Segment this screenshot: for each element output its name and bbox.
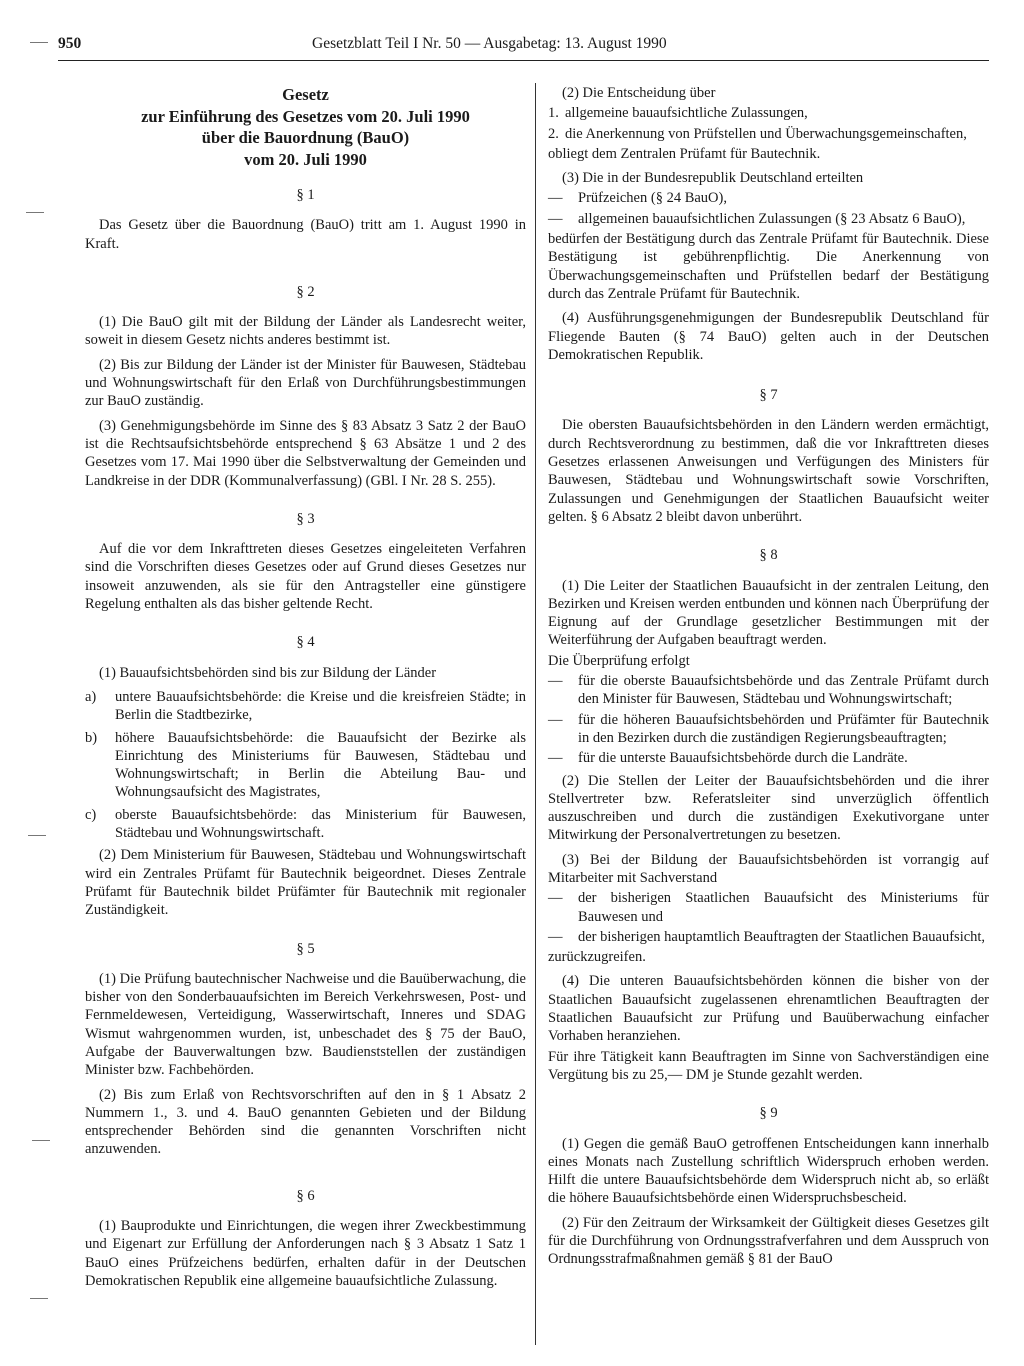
list-item bbox=[85, 688, 526, 725]
list-item bbox=[548, 104, 989, 122]
paragraph: Die obersten Bauaufsichtsbehörden in den Ländern werden ermächtigt, durch Rechtsverordnung zu bestimmen, daß die vor Inkrafttreten dieses Gesetzes erlassenen Anweisungen und Verfügungen des Ministers für Bauwesen, Städtebau und Wohnungswirtschaft sowie Vorschriften, Zulassungen und Genehmigungen der Staatlichen Bauaufsicht weiter gelten. § 6 Absatz 2 bleibt davon unberührt. bbox=[548, 417, 989, 525]
paragraph: (3) Bei der Bildung der Bauaufsichtsbehörden ist vorrangig auf Mitarbeiter mit Sachverstand bbox=[548, 851, 989, 886]
list-text: Prüfzeichen (§ 24 BauO), bbox=[578, 190, 727, 207]
list-item bbox=[548, 125, 989, 143]
margin-mark bbox=[28, 835, 46, 836]
section-heading: § 2 bbox=[296, 283, 315, 300]
title-line: zur Einführung des Gesetzes vom 20. Juli 1990 bbox=[141, 106, 470, 126]
list-label: b) bbox=[85, 729, 98, 746]
list-label: — bbox=[548, 890, 563, 907]
paragraph: (1) Gegen die gemäß BauO getroffenen Entscheidungen kann innerhalb eines Monats nach Zustellung schriftlich Widerspruch erhoben werden. Hilft die untere Bauaufsichtsbehörde dem Widerspruch nicht ab, so erläßt die höhere Bauaufsichtsbehörde einen Widerspruchsbescheid. bbox=[548, 1135, 989, 1207]
title-line: über die Bauordnung (BauO) bbox=[201, 128, 410, 147]
section-heading: § 4 bbox=[296, 634, 315, 651]
list-text: für die unterste Bauaufsichtsbehörde durch die Landräte. bbox=[578, 750, 908, 767]
title-line: vom 20. Juli 1990 bbox=[244, 149, 367, 169]
section-heading: § 6 bbox=[296, 1187, 315, 1204]
paragraph: (4) Die unteren Bauaufsichtsbehörden können die bisher von der Staatlichen Bauaufsicht zugelassenen ehrenamtlichen Beauftragten der Staatlichen Bauaufsicht zur Prüfung und Bauüberwachung einfacher Vorhaben heranziehen. bbox=[548, 973, 989, 1045]
law-title bbox=[85, 84, 526, 170]
paragraph: (2) Dem Ministerium für Bauwesen, Städtebau und Wohnungswirtschaft wird ein Zentrales Prüfamt für Bautechnik beigeordnet. Dieses Zentrale Prüfamt für Bautechnik bildet Prüfämter für Bautechnik mit regionaler Zuständigkeit. bbox=[85, 847, 526, 919]
paragraph: obliegt dem Zentralen Prüfamt für Bautechnik. bbox=[548, 145, 821, 162]
header-rule bbox=[58, 60, 989, 61]
list-label: — bbox=[548, 750, 563, 767]
paragraph: (2) Für den Zeitraum der Wirksamkeit der Gültigkeit dieses Gesetzes gilt für die Durchführung von Ordnungsstrafverfahren und dem Ausspruch von Ordnungsstrafmaßnahmen gemäß § 81 der BauO bbox=[548, 1214, 989, 1268]
paragraph: (4) Ausführungsgenehmigungen der Bundesrepublik Deutschland für Fliegende Bauten (§ 74 BauO) gelten auch in der Deutschen Demokratischen Republik. bbox=[548, 310, 989, 363]
section-heading: § 5 bbox=[296, 940, 315, 957]
list-text: der bisherigen hauptamtlich Beauftragten der Staatlichen Bauaufsicht, bbox=[578, 928, 986, 945]
paragraph: (1) Die Prüfung bautechnischer Nachweise und die Bauüberwachung, die bisher von den Sonderbauaufsichten im Bereich Verkehrswesen, Post- und Fernmeldewesen, Verteidigung, Wasserwirtschaft, Inneres und SDAG Wismut wahrgenommen wurden, ist, unbeschadet des § 75 der BauO, Aufgabe der Bauverwaltungen bzw. Baudienststellen der zuständigen Minister bzw. Fachbehörden. bbox=[85, 970, 526, 1079]
list-text: für die oberste Bauaufsichtsbehörde und das Zentrale Prüfamt durch den Minister für Bauwesen, Städtebau und Wohnungswirtschaft; bbox=[578, 673, 989, 708]
list-label: — bbox=[548, 190, 563, 207]
paragraph: Die Überprüfung erfolgt bbox=[548, 652, 690, 669]
left-column bbox=[85, 84, 526, 1296]
paragraph: Auf die vor dem Inkrafttreten dieses Gesetzes eingeleiteten Verfahren sind die Vorschriften dieses Gesetzes oder auf Grund dieses Gesetzes nur insoweit anzuwenden, als sie für den Antragsteller eine günstigere Regelung enthalten als das bisher geltende Recht. bbox=[85, 541, 526, 613]
list-item bbox=[548, 210, 989, 228]
paragraph: (3) Die in der Bundesrepublik Deutschland erteilten bbox=[562, 170, 864, 187]
margin-mark bbox=[32, 1140, 50, 1141]
section-heading: § 8 bbox=[759, 547, 778, 564]
paragraph: (2) Die Entscheidung über bbox=[562, 85, 716, 101]
section-heading: § 1 bbox=[296, 187, 315, 203]
list-text: oberste Bauaufsichtsbehörde: das Ministerium für Bauwesen, Städtebau und Wohnungswirtschaft. bbox=[115, 806, 526, 842]
list-item bbox=[548, 889, 989, 926]
page-number: 950 bbox=[58, 35, 82, 52]
section-heading: § 3 bbox=[296, 510, 315, 527]
list-text: der bisherigen Staatlichen Bauaufsicht des Ministeriums für Bauwesen und bbox=[578, 890, 989, 925]
list-item bbox=[548, 711, 989, 748]
paragraph: Das Gesetz über die Bauordnung (BauO) tritt am 1. August 1990 in Kraft. bbox=[85, 217, 526, 252]
paragraph: zurückzugreifen. bbox=[548, 949, 646, 966]
list-label: — bbox=[548, 928, 563, 945]
right-column bbox=[548, 84, 989, 1275]
list-label: — bbox=[548, 673, 563, 690]
title-line: Gesetz bbox=[282, 85, 329, 104]
margin-mark bbox=[30, 42, 48, 43]
list-label: c) bbox=[85, 806, 97, 823]
paragraph: (1) Die Leiter der Staatlichen Bauaufsicht in der zentralen Leitung, den Bezirken und Kreisen werden entbunden und können nach Überprüfung der Eignung auf der Grundlage gesetzlicher Bestimmungen mit der Weiterführung der Aufgaben beauftragt werden. bbox=[548, 577, 989, 649]
list-label: 1. bbox=[548, 105, 559, 122]
list-label: a) bbox=[85, 688, 97, 705]
paragraph: Für ihre Tätigkeit kann Beauftragten im Sinne von Sachverständigen eine Vergütung bis zu 25,— DM je Stunde gezahlt werden. bbox=[548, 1048, 989, 1083]
paragraph: bedürfen der Bestätigung durch das Zentrale Prüfamt für Bautechnik. Diese Bestätigung ist gebührenpflichtig. Die Anerkennung von Überwachungsgemeinschaften und Prüfstellen bedarf der Bestätigung durch das Zentrale Prüfamt für Bautechnik. bbox=[548, 231, 989, 302]
list-text: für die höheren Bauaufsichtsbehörden und Prüfämter für Bautechnik in den Bezirken durch die zuständigen Regierungsbeauftragten; bbox=[578, 711, 989, 746]
paragraph: (1) Die BauO gilt mit der Bildung der Länder als Landesrecht weiter, soweit in diesem Gesetz nichts anderes bestimmt ist. bbox=[85, 314, 526, 349]
list-text: die Anerkennung von Prüfstellen und Überwachungsgemeinschaften, bbox=[565, 125, 967, 142]
list-item bbox=[85, 729, 526, 802]
column-divider bbox=[535, 83, 536, 1345]
paragraph: (2) Bis zur Bildung der Länder ist der Minister für Bauwesen, Städtebau und Wohnungswirtschaft für den Erlaß von Durchführungsbestimmungen zur BauO zuständig. bbox=[85, 356, 526, 410]
list-text: höhere Bauaufsichtsbehörde: die Bauaufsicht der Bezirke als Einrichtung des Ministeriums für Bauwesen, Städtebau und Wohnungswirtschaft; in Berlin die Abteilung Bau- und Wohnungsaufsicht des Magistrates, bbox=[115, 729, 526, 801]
section-heading: § 9 bbox=[759, 1105, 778, 1122]
list-label: — bbox=[548, 210, 563, 227]
section-heading: § 7 bbox=[759, 387, 778, 404]
paragraph: (2) Die Stellen der Leiter der Bauaufsichtsbehörden und die ihrer Stellvertreter bzw. Referatsleiter sind unverzüglich öffentlich auszuschreiben und durch die zuständigen Exekutivorgane unter Mitwirkung der Personalvertretungen zu besetzen. bbox=[548, 772, 989, 844]
list-item bbox=[85, 806, 526, 843]
list-item bbox=[548, 749, 989, 767]
paragraph: (1) Bauaufsichtsbehörden sind bis zur Bildung der Länder bbox=[99, 664, 437, 681]
running-head: Gesetzblatt Teil I Nr. 50 — Ausgabetag: 13. August 1990 bbox=[312, 35, 667, 52]
list-item bbox=[548, 928, 989, 946]
list-label: 2. bbox=[548, 125, 559, 142]
margin-mark bbox=[30, 1298, 48, 1299]
list-text: allgemeinen bauaufsichtlichen Zulassungen (§ 23 Absatz 6 BauO), bbox=[578, 210, 966, 227]
list-text: allgemeine bauaufsichtliche Zulassungen, bbox=[565, 105, 808, 122]
paragraph: (1) Bauprodukte und Einrichtungen, die wegen ihrer Zweckbestimmung und Eigenart zur Erfüllung der Anforderungen nach § 3 Absatz 1 Satz 1 BauO eines Prüfzeichens bedürfen, erhalten dafür in der Deutschen Demokratischen Republik eine allgemeine bauaufsichtliche Zulassung. bbox=[85, 1218, 526, 1289]
list-item bbox=[548, 189, 989, 207]
list-label: — bbox=[548, 711, 563, 728]
list-text: untere Bauaufsichtsbehörde: die Kreise und die kreisfreien Städte; in Berlin die Stadtbezirke, bbox=[115, 688, 526, 724]
paragraph: (2) Bis zum Erlaß von Rechtsvorschriften auf den in § 1 Absatz 2 Nummern 1., 3. und 4. BauO genannten Gebieten und der Bildung entsprechender Behörden sind die genannten Vorschriften nicht anzuwenden. bbox=[85, 1086, 526, 1158]
paragraph: (3) Genehmigungsbehörde im Sinne des § 83 Absatz 3 Satz 2 der BauO ist die Rechtsaufsichtsbehörde entsprechend § 63 Absätze 1 und 2 des Gesetzes vom 17. Mai 1990 über die Selbstverwaltung der Gemeinden und Landkreise in der DDR (Kommunalverfassung) (GBl. I Nr. 28 S. 255). bbox=[85, 417, 526, 489]
margin-mark bbox=[26, 212, 44, 213]
list-item bbox=[548, 672, 989, 709]
